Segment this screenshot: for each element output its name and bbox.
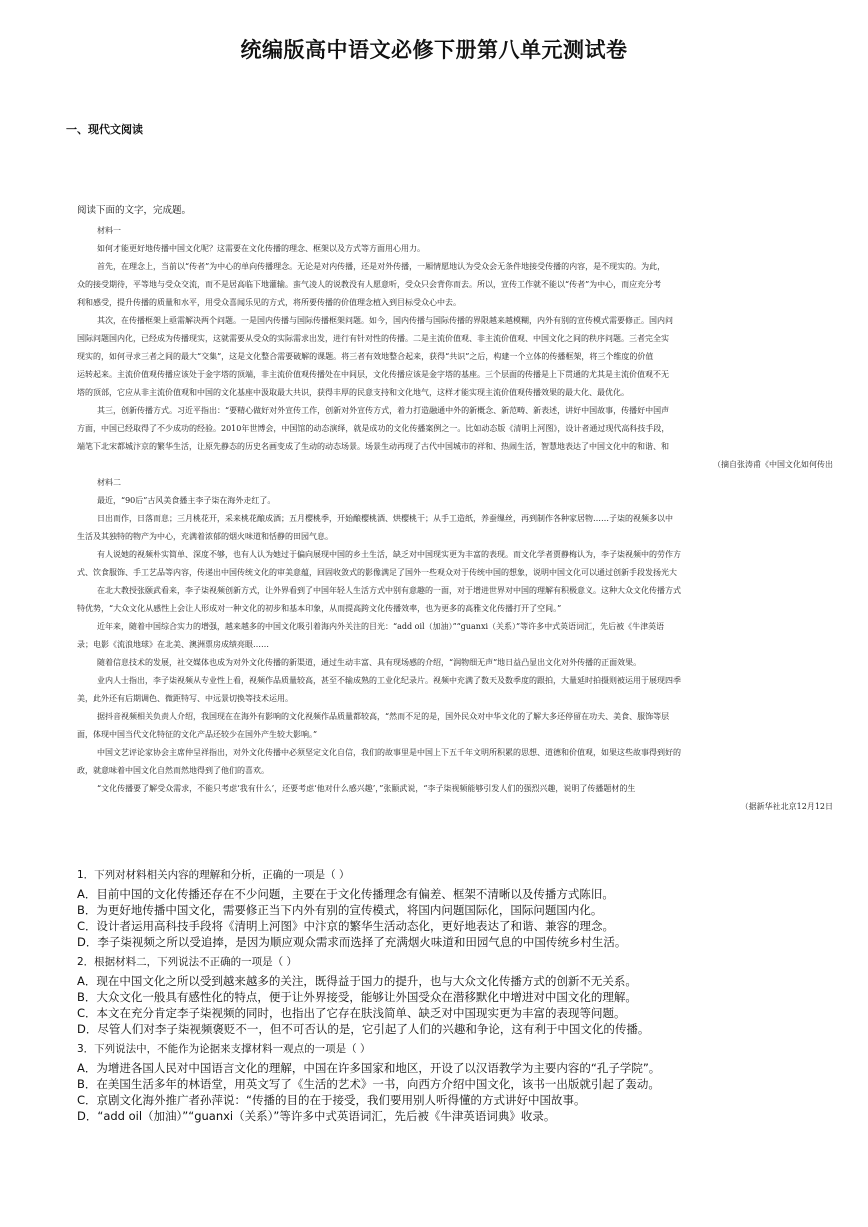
passage-line: 式、饮食服饰、手工艺品等内容，传递出中国传统文化的审美意蕴，回固收敛式的影像满足了国外一些观众对于传统中国的想象，说明中国文化可以通过创新手段发扬光大 xyxy=(77,568,677,577)
passage-intro: 阅读下面的文字，完成题。 xyxy=(77,205,192,216)
question-stem: 1．下列对材料相关内容的理解和分析，正确的一项是（ ） xyxy=(77,869,350,881)
passage-body xyxy=(77,222,833,816)
answer-option-c: C．本文在充分肯定李子柒视频的同时，也指出了它存在肤浅简单、缺乏对中国现实更为丰富的表现等问题。 xyxy=(77,1006,626,1020)
option-list xyxy=(77,973,847,1037)
section-heading: 一、现代文阅读 xyxy=(66,123,143,136)
passage-line: 端笔下北宋都城汴京的繁华生活，让原先静态的历史名画变成了生动的动态场景。场景生动再现了古代中国城市的祥和、热闹生活，智慧地表达了中国文化中的和谐、和 xyxy=(77,442,669,451)
passage-line: 在北大教授张颐武看来，李子柒视频创新方式，让外界看到了中国年轻人生活方式中别有意趣的一面，对于增进世界对中国的理解有积极意义。这种大众文化传播方式 xyxy=(97,586,681,595)
passage-line: 业内人士指出，李子柒视频从专业性上看，视频作品质量较高，甚至不输成熟的工业化纪录片。视频中充满了数天及数季度的跟拍，大量延时拍摄则被运用于展现四季 xyxy=(97,676,681,685)
question-3 xyxy=(77,1040,847,1124)
passage-line: 美，此外还有后期调色、微距特写、中远景切换等技术运用。 xyxy=(77,694,293,703)
passage-line: 材料二 xyxy=(97,478,121,487)
answer-option-c: C．设计者运用高科技手段将《清明上河图》中汴京的繁华生活动态化，更好地表达了和谐、兼容的理念。 xyxy=(77,919,615,933)
passage-line: 生活及其独特的物产为中心，充满着浓郁的烟火味道和恬静的田园气息。 xyxy=(77,532,333,541)
question-stem: 3．下列说法中，不能作为论据来支撑材料一观点的一项是（ ） xyxy=(77,1043,371,1055)
passage-line: 其三，创新传播方式。习近平指出：“要精心做好对外宣传工作，创新对外宣传方式，着力打造融通中外的新概念、新范畴、新表述，讲好中国故事，传播好中国声 xyxy=(97,406,670,415)
passage-line: 其次，在传播框架上亟需解决两个问题。一是国内传播与国际传播框架问题。如今，国内传播与国际传播的界限越来越模糊，内外有别的宣传模式需要修正。国内问 xyxy=(97,316,673,325)
source-citation: （摘自张涛甫《中国文化如何传出 xyxy=(713,460,833,469)
passage-line: 日出而作，日落而息；三月桃花开，采来桃花酿成酒；五月樱桃季，开始酿樱桃酒、烘樱桃干；从手工造纸，养蚕缫丝，再到制作各种家居物……子柒的视频多以中 xyxy=(97,514,673,523)
question-stem: 2．根据材料二，下列说法不正确的一项是（ ） xyxy=(77,956,298,968)
passage-line: 随着信息技术的发展，社交媒体也成为对外文化传播的新渠道，通过生动丰富、具有现场感的介绍，“润物细无声”地日益凸显出文化对外传播的正面效果。 xyxy=(97,658,642,667)
passage-line: 运转起来。主流价值观传播应该处于金字塔的顶端，非主流价值观传播处在中间层，文化传播应该是金字塔的基座。三个层面的传播是上下贯通的尤其是主流价值观不无 xyxy=(77,370,669,379)
question-2 xyxy=(77,953,847,1037)
passage-line: 方面，中国已经取得了不少成功的经验。2010年世博会，中国馆的动态演绎，就是成功的文化传播案例之一。比如动态版《清明上河图》，设计者通过现代高科技手段， xyxy=(77,424,670,433)
passage-line: “文化传播要了解受众需求，不能只考虑‘我有什么’，还要考虑‘他对什么感兴趣’，”张颐武说，“李子柒视频能够引发人们的强烈兴趣，说明了传播题材的生 xyxy=(97,784,636,793)
passage-line: 利和感受，提升传播的质量和水平，用受众喜闻乐见的方式，将所要传播的价值理念植入到目标受众心中去。 xyxy=(77,298,461,307)
answer-option-a: A．现在中国文化之所以受到越来越多的关注，既得益于国力的提升，也与大众文化传播方式的创新不无关系。 xyxy=(77,974,637,988)
passage-line: 据抖音视频相关负责人介绍，我国现在在海外有影响的文化视频作品质量都较高，“然而不足的是，国外民众对中华文化的了解大多还停留在功夫、美食、服饰等层 xyxy=(97,712,670,721)
answer-option-c: C．京剧文化海外推广者孙萍说：“传播的目的在于接受，我们要用别人听得懂的方式讲好中国故事。 xyxy=(77,1093,586,1107)
question-list xyxy=(77,866,847,1127)
passage-line: 首先，在理念上，当前以“传者”为中心的单向传播理念。无论是对内传播，还是对外传播，一厢情愿地认为受众会无条件地接受传播的内容，是不现实的。为此， xyxy=(97,262,666,271)
passage-line: 中国文艺评论家协会主席仲呈祥指出，对外文化传播中必须坚定文化自信，我们的故事里是中国上下五千年文明所积累的思想、道德和价值观，如果这些故事得到好的 xyxy=(97,748,681,757)
passage-line: 面，体现中国当代文化特征的文化产品还较少在国外产生较大影响。” xyxy=(77,730,318,739)
passage-line: 录；电影《流浪地球》在北美、澳洲票房成绩亮眼…… xyxy=(77,640,269,649)
answer-option-a: A．目前中国的文化传播还存在不少问题，主要在于文化传播理念有偏差、框架不清晰以及传播方式陈旧。 xyxy=(77,887,614,901)
passage-line: 材料一 xyxy=(97,226,121,235)
answer-option-b: B．大众文化一般具有感性化的特点，便于让外界接受，能够让外国受众在潜移默化中增进对中国文化的理解。 xyxy=(77,990,637,1004)
question-1 xyxy=(77,866,847,950)
passage-line: 国际问题国内化，已经成为传播现实，这就需要从受众的实际需求出发，进行有针对性的传播。二是主流价值观、非主流价值观、中国文化之间的秩序问题。三者完全实 xyxy=(77,334,669,343)
answer-option-d: D．尽管人们对李子柒视频褒贬不一，但不可否认的是，它引起了人们的兴趣和争论，这有利于中国文化的传播。 xyxy=(77,1022,650,1036)
passage-line: 现实的，如何寻求三者之间的最大“交集”，这是文化整合需要破解的课题。将三者有效地整合起来，获得“共识”之后，构建一个立体的传播框架，将三个维度的价值 xyxy=(77,352,654,361)
reading-passage xyxy=(77,202,833,816)
passage-line: 政，就意味着中国文化自然而然地得到了他们的喜欢。 xyxy=(77,766,269,775)
passage-line: 众的接受期待，平等地与受众交流，而不是居高临下地灌输。蛮气凌人的说教没有人愿意听，受众只会背你而去。所以，宣传工作就不能以“传者”为中心，而应充分考 xyxy=(77,280,662,289)
passage-line: 特优势，“大众文化从感性上会让人形成对一种文化的初步和基本印象，从而提高跨文化传播效率，也为更多的高雅文化传播打开了空间。” xyxy=(77,604,562,613)
passage-line: 最近，“90后”古风美食播主李子柒在海外走红了。 xyxy=(97,496,276,505)
answer-option-d: D．“add oil（加油）”“guanxi（关系）”等许多中式英语词汇，先后被《牛津英语词典》收录。 xyxy=(77,1109,556,1123)
page-title: 统编版高中语文必修下册第八单元测试卷 xyxy=(240,38,628,62)
passage-line: 塔的顶部，它应从非主流价值观和中国的文化基座中汲取最大共识，获得丰厚的民意支持和文化地气，这样才能实现主流价值观传播效果的最大化、最优化。 xyxy=(77,388,629,397)
answer-option-a: A．为增进各国人民对中国语言文化的理解，中国在许多国家和地区，开设了以汉语教学为主要内容的“孔子学院”。 xyxy=(77,1061,661,1075)
answer-option-b: B．为更好地传播中国文化，需要修正当下内外有别的宣传模式，将国内问题国际化，国际问题国内化。 xyxy=(77,903,603,917)
option-list xyxy=(77,886,847,950)
answer-option-b: B．在美国生活多年的林语堂，用英文写了《生活的艺术》一书，向西方介绍中国文化，该书一出版就引起了轰动。 xyxy=(77,1077,660,1091)
source-citation: （据新华社北京12月12日 xyxy=(740,802,833,811)
answer-option-d: D．李子柒视频之所以受追捧，是因为顺应观众需求而选择了充满烟火味道和田园气息的中国传统乡村生活。 xyxy=(77,935,627,949)
passage-line: 有人说她的视频朴实简单、深度不够，也有人认为她过于偏向展现中国的乡土生活，缺乏对中国现实更为丰富的表现。而文化学者贾静梅认为，李子柒视频中的劳作方 xyxy=(97,550,681,559)
option-list xyxy=(77,1060,847,1124)
passage-line: 如何才能更好地传播中国文化呢？这需要在文化传播的理念、框架以及方式等方面用心用力。 xyxy=(97,244,425,253)
passage-line: 近年来，随着中国综合实力的增强，越来越多的中国文化吸引着海内外关注的目光：“add oil（加油）”“guanxi（关系）”等许多中式英语词汇，先后被《牛津英语 xyxy=(97,622,665,631)
